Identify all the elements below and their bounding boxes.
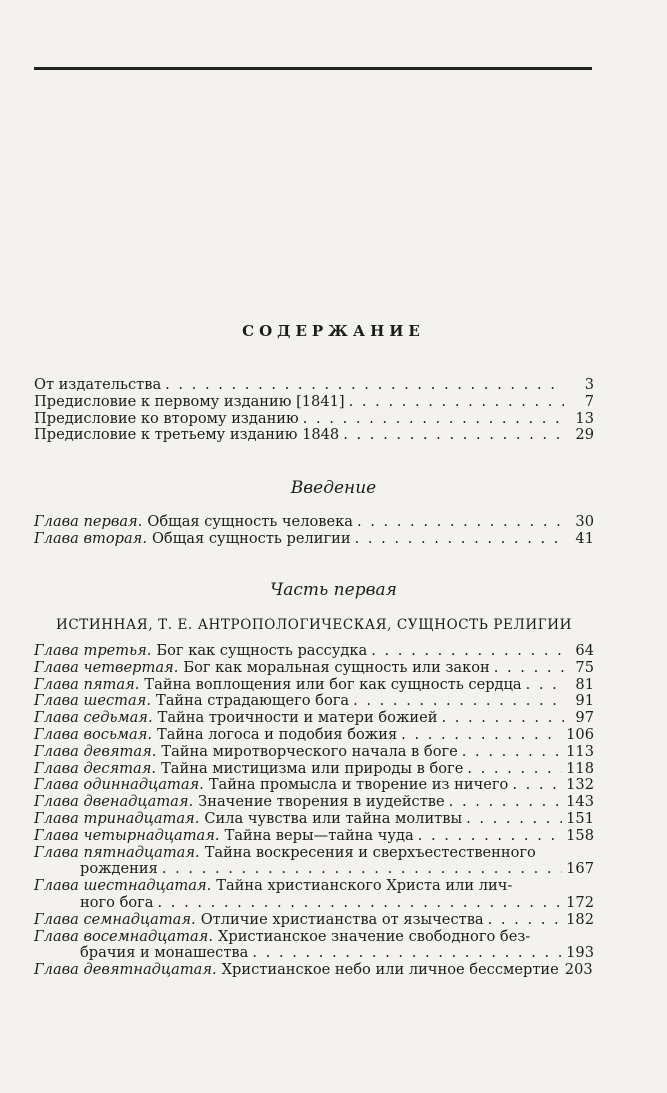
part1-chapter-list [34,643,594,979]
entry-title: Общая сущность религии [151,529,351,547]
page-number: 118 [566,759,594,777]
dot-leader [494,660,564,677]
toc-entry [34,427,594,444]
front-matter-list [34,377,594,444]
entry-title: Тайна веры—тайна чуда [224,826,414,844]
page-number: 29 [575,426,594,444]
entry-title: Тайна миротворческого начала в боге [161,742,458,760]
chapter-label: Глава семнадцатая. [34,910,196,928]
toc-entry [34,777,594,794]
chapter-label: Глава четвертая. [34,658,179,676]
entry-title: Предисловие к первому изданию [1841] [34,392,345,410]
chapter-label: Глава третья. [34,642,152,659]
entry-title: Сила чувства или тайна молитвы [204,809,463,827]
page-number: 106 [566,725,594,743]
entry-title: Тайна троичности и матери божией [157,709,438,727]
entry-title: Бог как моральная сущность или закон [183,658,490,676]
dot-leader [303,411,564,428]
entry-title: Тайна логоса и подобия божия [157,725,398,743]
entry-title: Христианское значение свободного без- [217,927,531,945]
dot-leader [488,912,563,929]
chapter-label: Глава четырнадцатая. [34,826,220,844]
entry-title: Тайна христианского Христа или лич- [216,877,513,895]
dot-leader [401,727,562,744]
dot-leader [449,794,562,811]
toc-entry [34,845,594,862]
toc-entry [34,929,594,946]
chapter-label: Глава десятая. [34,759,157,777]
dot-leader [355,531,564,548]
page-number: 64 [575,642,594,659]
chapter-label: Глава пятнадцатая. [34,843,200,861]
entry-title: Тайна страдающего бога [155,692,350,710]
dot-leader [441,710,564,727]
page-number: 143 [566,793,594,811]
page-number: 81 [575,675,594,693]
page-number: 151 [566,809,594,827]
dot-leader [371,643,564,660]
page-number: 182 [566,910,594,928]
section-title-part1: Часть первая [270,580,397,600]
part-subtitle: ИСТИННАЯ, Т. Е. АНТРОПОЛОГИЧЕСКАЯ, СУЩНОСТЬ РЕЛИГИИ [55,617,573,633]
dot-leader [512,777,562,794]
dot-leader [349,394,564,411]
dot-leader [526,677,564,694]
chapter-label: Глава шестнадцатая. [34,877,212,895]
entry-title: Тайна воплощения или бог как сущность сердца [144,675,522,693]
page-number: 41 [575,529,594,547]
page-number: 193 [566,944,594,962]
page-number: 7 [584,392,594,410]
dot-leader [467,761,562,778]
dot-leader [343,427,564,444]
toc-entry [34,514,594,531]
page-number: 203 [564,961,593,979]
dot-leader [158,895,563,912]
toc-entry [34,377,594,394]
dot-leader [357,514,564,531]
chapter-label: Глава седьмая. [34,709,153,727]
toc-entry [34,531,594,548]
chapter-label: Глава двенадцатая. [34,793,194,811]
toc-entry [34,643,594,660]
entry-title-cont: рождения [80,860,158,878]
page-number: 91 [575,692,594,710]
page-number: 132 [566,776,594,794]
section-title-intro: Введение [290,478,377,498]
dot-leader [353,693,564,710]
toc-entry [34,710,594,727]
page-number: 3 [584,376,594,393]
chapter-label: Глава шестая. [34,692,151,710]
page-number: 158 [566,826,594,844]
toc-entry [34,811,594,828]
entry-title: Христианское небо или личное бессмертие [221,961,559,979]
entry-title: Тайна воскресения и сверхъестественного [204,843,536,861]
page-number: 113 [566,742,594,760]
intro-chapter-list [34,514,594,548]
chapter-label: Глава вторая. [34,529,147,547]
dot-leader [162,861,562,878]
toc-entry [34,677,594,694]
entry-title-cont: брачия и монашества [80,944,249,962]
chapter-label: Глава девятая. [34,742,157,760]
toc-entry [34,693,594,710]
page-number: 97 [575,709,594,727]
page-title: СОДЕРЖАНИЕ [242,322,425,340]
dot-leader [165,377,564,394]
toc-entry [34,727,594,744]
page-number: 13 [575,409,594,427]
chapter-label: Глава девятнадцатая. [34,961,217,979]
toc-entry-continuation [34,945,594,962]
toc-entry-continuation [34,895,594,912]
entry-title: Тайна промысла и творение из ничего [208,776,509,794]
entry-title: Бог как сущность рассудка [156,642,368,659]
entry-title: Тайна мистицизма или природы в боге [161,759,464,777]
chapter-label: Глава восьмая. [34,725,152,743]
toc-entry [34,878,594,895]
entry-title: Предисловие ко второму изданию [34,409,299,427]
page-number: 75 [575,658,594,676]
dot-leader [466,811,562,828]
page-number: 172 [566,893,594,911]
entry-title-cont: ного бога [80,893,154,911]
toc-entry [34,794,594,811]
chapter-label: Глава первая. [34,513,143,530]
entry-title: Значение творения в иудействе [198,793,445,811]
dot-leader [462,744,562,761]
dot-leader [418,828,562,845]
toc-entry [34,761,594,778]
toc-entry [34,828,594,845]
chapter-label: Глава одиннадцатая. [34,776,204,794]
toc-entry [34,912,594,929]
chapter-label: Глава восемнадцатая. [34,927,213,945]
dot-leader [252,945,562,962]
chapter-label: Глава тринадцатая. [34,809,200,827]
entry-title: От издательства [34,376,162,393]
page-number: 30 [575,513,594,530]
toc-entry [34,660,594,677]
chapter-label: Глава пятая. [34,675,140,693]
toc-entry [34,411,594,428]
toc-entry [34,962,594,979]
top-rule [34,67,592,70]
entry-title: Общая сущность человека [147,513,353,530]
toc-entry [34,744,594,761]
entry-title: Отличие христианства от язычества [200,910,484,928]
entry-title: Предисловие к третьему изданию 1848 [34,426,340,444]
toc-entry-continuation [34,861,594,878]
toc-entry [34,394,594,411]
page-number: 167 [566,860,594,878]
